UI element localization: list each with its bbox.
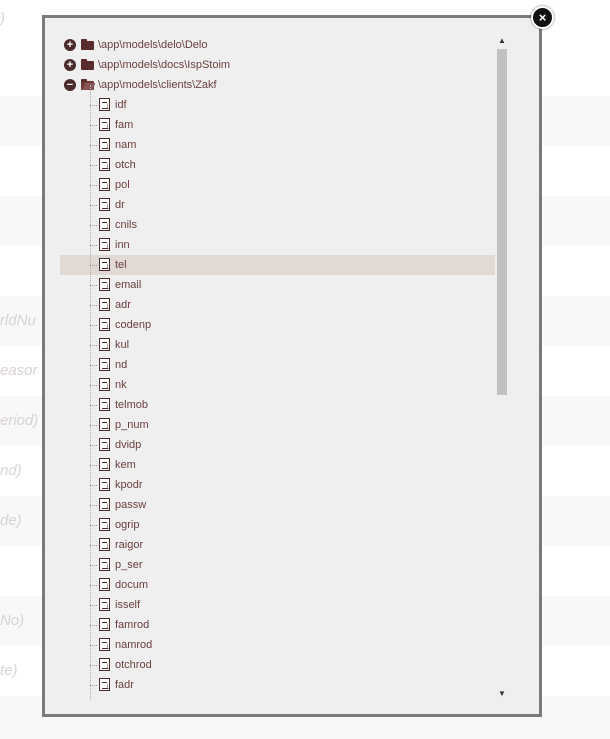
- tree-leaf-label[interactable]: fam: [115, 119, 134, 131]
- tree-folder-row[interactable]: [60, 55, 495, 75]
- tree-connector: [90, 205, 97, 206]
- tree-connector: [90, 185, 97, 186]
- tree-connector: [90, 405, 97, 406]
- folder-icon: [81, 61, 94, 70]
- tree-leaf-label[interactable]: telmob: [115, 399, 149, 411]
- tree-leaf-row[interactable]: [60, 475, 495, 495]
- tree-leaf-row[interactable]: [60, 555, 495, 575]
- field-icon: [99, 258, 110, 271]
- tree-connector: [90, 565, 97, 566]
- field-icon: [99, 418, 110, 431]
- tree-leaf-row[interactable]: [60, 615, 495, 635]
- tree-connector: [90, 485, 97, 486]
- background-label: ): [0, 10, 5, 27]
- tree-leaf-row[interactable]: [60, 255, 495, 275]
- tree-leaf-row[interactable]: [60, 135, 495, 155]
- tree-leaf-label[interactable]: kul: [115, 339, 130, 351]
- tree-leaf-row[interactable]: [60, 395, 495, 415]
- tree-folder-label[interactable]: \app\models\clients\Zakf: [98, 79, 217, 91]
- field-icon: [99, 658, 110, 671]
- scroll-up-icon[interactable]: ▲: [498, 36, 506, 45]
- tree-leaf-label[interactable]: cnils: [115, 219, 138, 231]
- field-icon: [99, 558, 110, 571]
- tree-leaf-label[interactable]: idf: [115, 99, 127, 111]
- background-label: de): [0, 512, 22, 529]
- tree-connector: [90, 325, 97, 326]
- tree-leaf-row[interactable]: [60, 535, 495, 555]
- tree-leaf-row[interactable]: [60, 575, 495, 595]
- tree-connector: [90, 665, 97, 666]
- tree-connector: [90, 265, 97, 266]
- tree-connector: [90, 545, 97, 546]
- field-icon: [99, 518, 110, 531]
- tree-leaf-label[interactable]: kem: [115, 459, 136, 471]
- field-icon: [99, 638, 110, 651]
- tree-connector: [90, 465, 97, 466]
- tree-leaf-label[interactable]: p_num: [115, 419, 149, 431]
- field-icon: [99, 98, 110, 111]
- scroll-track[interactable]: [497, 47, 507, 688]
- expand-icon[interactable]: +: [64, 59, 76, 71]
- tree-folder-row[interactable]: [60, 75, 495, 95]
- tree-guide-line: [90, 85, 91, 700]
- background-label: rldNu: [0, 312, 36, 329]
- field-icon: [99, 438, 110, 451]
- tree-leaf-row[interactable]: [60, 95, 495, 115]
- tree-connector: [90, 125, 97, 126]
- vertical-scrollbar[interactable]: [496, 35, 508, 700]
- tree-leaf-label[interactable]: p_ser: [115, 559, 143, 571]
- tree-leaf-label[interactable]: nk: [115, 379, 127, 391]
- tree-connector: [90, 385, 97, 386]
- tree-leaf-label[interactable]: ogrip: [115, 519, 140, 531]
- field-icon: [99, 678, 110, 691]
- field-icon: [99, 178, 110, 191]
- tree-leaf-row[interactable]: [60, 435, 495, 455]
- tree-leaf-row[interactable]: [60, 295, 495, 315]
- field-icon: [99, 458, 110, 471]
- tree-modal: [42, 15, 542, 717]
- field-icon: [99, 398, 110, 411]
- tree-connector: [90, 445, 97, 446]
- tree-leaf-label[interactable]: nd: [115, 359, 128, 371]
- scroll-thumb[interactable]: [497, 49, 507, 395]
- tree-leaf-row[interactable]: [60, 655, 495, 675]
- scroll-down-icon[interactable]: ▼: [498, 689, 506, 698]
- background-label: eriod): [0, 412, 39, 429]
- field-icon: [99, 358, 110, 371]
- tree-leaf-row[interactable]: [60, 415, 495, 435]
- tree-leaf-row[interactable]: [60, 375, 495, 395]
- tree-leaf-label[interactable]: codenp: [115, 319, 152, 331]
- tree-leaf-row[interactable]: [60, 335, 495, 355]
- folder-open-icon: [81, 81, 94, 90]
- collapse-icon[interactable]: −: [64, 79, 76, 91]
- tree-leaf-label[interactable]: otch: [115, 159, 136, 171]
- tree-leaf-row[interactable]: [60, 115, 495, 135]
- field-icon: [99, 538, 110, 551]
- tree-leaf-row[interactable]: [60, 675, 495, 695]
- folder-icon: [81, 41, 94, 50]
- tree-connector: [90, 285, 97, 286]
- field-icon: [99, 598, 110, 611]
- tree-connector: [90, 525, 97, 526]
- tree-connector: [90, 425, 97, 426]
- tree-leaf-label[interactable]: raigor: [115, 539, 144, 551]
- tree-leaf-row[interactable]: [60, 155, 495, 175]
- field-icon: [99, 138, 110, 151]
- field-icon: [99, 238, 110, 251]
- field-icon: [99, 298, 110, 311]
- tree-view[interactable]: [60, 35, 495, 700]
- field-icon: [99, 318, 110, 331]
- tree-connector: [90, 685, 97, 686]
- tree-folder-row[interactable]: [60, 35, 495, 55]
- tree-leaf-row[interactable]: [60, 495, 495, 515]
- tree-leaf-label[interactable]: fadr: [115, 679, 134, 691]
- background-label: easor: [0, 362, 38, 379]
- tree-connector: [90, 645, 97, 646]
- tree-leaf-label[interactable]: docum: [115, 579, 149, 591]
- tree-list: [60, 35, 495, 695]
- tree-connector: [90, 365, 97, 366]
- tree-leaf-label[interactable]: isself: [115, 599, 141, 611]
- tree-leaf-label[interactable]: email: [115, 279, 142, 291]
- tree-leaf-label[interactable]: namrod: [115, 639, 153, 651]
- tree-leaf-label[interactable]: dvidp: [115, 439, 142, 451]
- field-icon: [99, 478, 110, 491]
- tree-connector: [90, 165, 97, 166]
- tree-connector: [90, 625, 97, 626]
- tree-leaf-label[interactable]: adr: [115, 299, 131, 311]
- field-icon: [99, 118, 110, 131]
- tree-leaf-label[interactable]: inn: [115, 239, 130, 251]
- field-icon: [99, 218, 110, 231]
- tree-leaf-row[interactable]: [60, 355, 495, 375]
- tree-connector: [90, 585, 97, 586]
- field-icon: [99, 498, 110, 511]
- tree-folder-label[interactable]: \app\models\docs\IspStoim: [98, 59, 231, 71]
- field-icon: [99, 578, 110, 591]
- field-icon: [99, 278, 110, 291]
- tree-leaf-row[interactable]: [60, 595, 495, 615]
- tree-leaf-row[interactable]: [60, 635, 495, 655]
- tree-leaf-label[interactable]: otchrod: [115, 659, 152, 671]
- expand-icon[interactable]: +: [64, 39, 76, 51]
- field-icon: [99, 618, 110, 631]
- tree-leaf-row[interactable]: [60, 515, 495, 535]
- tree-connector: [90, 245, 97, 246]
- tree-leaf-row[interactable]: [60, 195, 495, 215]
- tree-leaf-label[interactable]: kpodr: [115, 479, 143, 491]
- tree-connector: [90, 305, 97, 306]
- tree-connector: [90, 225, 97, 226]
- field-icon: [99, 338, 110, 351]
- tree-leaf-label[interactable]: nam: [115, 139, 137, 151]
- tree-connector: [90, 345, 97, 346]
- tree-leaf-row[interactable]: [60, 215, 495, 235]
- tree-leaf-row[interactable]: [60, 455, 495, 475]
- field-icon: [99, 198, 110, 211]
- tree-connector: [90, 145, 97, 146]
- tree-leaf-row[interactable]: [60, 235, 495, 255]
- tree-leaf-row[interactable]: [60, 175, 495, 195]
- field-icon: [99, 158, 110, 171]
- tree-leaf-row[interactable]: [60, 315, 495, 335]
- tree-connector: [90, 105, 97, 106]
- field-icon: [99, 378, 110, 391]
- background-label: No): [0, 612, 25, 629]
- tree-leaf-label[interactable]: famrod: [115, 619, 150, 631]
- tree-leaf-label[interactable]: tel: [115, 259, 127, 271]
- tree-folder-label[interactable]: \app\models\delo\Delo: [98, 39, 208, 51]
- tree-leaf-label[interactable]: passw: [115, 499, 147, 511]
- tree-leaf-row[interactable]: [60, 275, 495, 295]
- background-label: te): [0, 662, 18, 679]
- tree-leaf-label[interactable]: dr: [115, 199, 125, 211]
- close-icon[interactable]: ×: [531, 6, 554, 29]
- background-label: nd): [0, 462, 22, 479]
- tree-leaf-label[interactable]: pol: [115, 179, 130, 191]
- tree-connector: [90, 505, 97, 506]
- tree-connector: [90, 605, 97, 606]
